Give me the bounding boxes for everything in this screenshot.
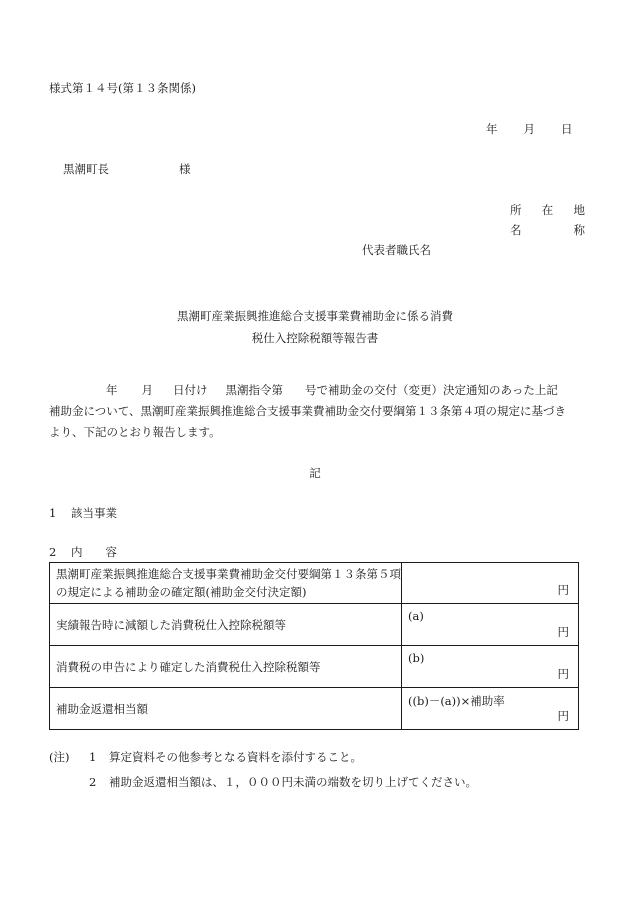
row-value-cell[interactable] [402,563,579,604]
row-note: (b) [408,651,425,665]
notes-head: (注) [49,750,70,764]
sender-address-label: 所 在 地 [510,203,585,217]
date-year: 年 [486,122,498,136]
sender-name-label: 名 称 [510,223,585,237]
table-row [50,646,579,688]
table-row [50,563,579,604]
section-1-label: 該当事業 [71,506,117,520]
recipient [63,164,191,176]
row-label: 補助金返還相当額 [50,688,402,730]
table-row [50,604,579,646]
row-value-cell[interactable] [402,604,579,646]
yen-unit: 円 [557,583,569,597]
document-title [0,305,630,349]
section-2 [49,547,117,559]
notes [49,745,477,795]
date-line [486,124,573,136]
note-2: 2 補助金返還相当額は、１，０００円未満の端数を切り上げてください。 [89,775,477,789]
title-line-2: 税仕入控除税額等報告書 [251,331,379,345]
section-1-number: 1 [49,506,57,520]
row-label: 黒潮町産業振興推進総合支援事業費補助金交付要綱第１３条第５項の規定による補助金の確定額(補助金交付決定額) [50,563,402,604]
section-1 [49,508,117,520]
row-label: 消費税の申告により確定した消費税仕入控除税額等 [50,646,402,688]
date-month: 月 [523,122,535,136]
date-day: 日 [561,122,573,136]
title-line-1: 黒潮町産業振興推進総合支援事業費補助金に係る消費 [177,309,453,323]
row-value-cell[interactable] [402,646,579,688]
section-2-label: 内 容 [71,545,117,559]
body-paragraph [49,380,589,443]
yen-unit: 円 [557,625,569,639]
form-number: 様式第１４号(第１３条関係) [49,81,196,95]
row-note: ((b)－(a))×補助率 [408,694,505,708]
body-line-2: 補助金について、黒潮町産業振興推進総合支援事業費補助金交付要綱第１３条第４項の規定に基づき [49,404,567,418]
row-label: 実績報告時に減額した消費税仕入控除税額等 [50,604,402,646]
yen-unit: 円 [557,709,569,723]
row-value-cell[interactable] [402,688,579,730]
row-note: (a) [408,609,424,623]
recipient-honorific: 様 [179,162,191,176]
representative-label: 代表者職氏名 [362,243,431,257]
section-2-number: 2 [49,545,57,559]
body-line-3: より、下記のとおり報告します。 [49,425,221,439]
yen-unit: 円 [557,667,569,681]
body-line-1: 年 月 日付け 黒潮指令第 号で補助金の交付（変更）決定通知のあった上記 [106,383,558,397]
amounts-table [49,562,579,730]
note-1: (注) 1 算定資料その他参考となる資料を添付すること。 [49,745,477,770]
table-row [50,688,579,730]
ki-heading: 記 [309,466,321,480]
recipient-name: 黒潮町長 [63,162,109,176]
